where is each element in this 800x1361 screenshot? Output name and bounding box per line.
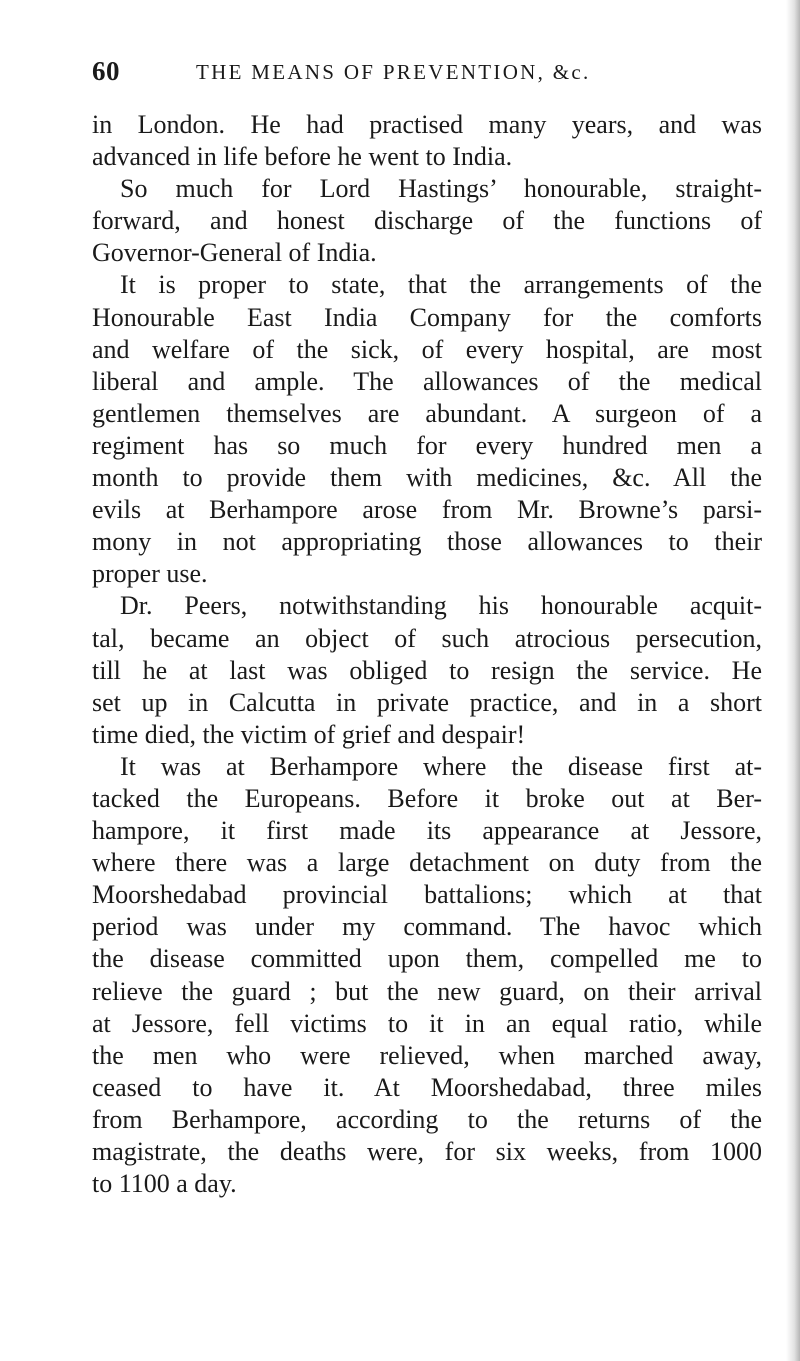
text-line: the men who were relieved, when marched away,: [92, 1040, 762, 1070]
text-line: Moorshedabad provincial battalions; which at that: [92, 880, 762, 910]
text-line: advanced in life before he went to India.: [92, 142, 513, 172]
text-line: It was at Berhampore where the disease first at-: [120, 751, 762, 781]
text-line: Honourable East India Company for the comforts: [92, 302, 762, 332]
text-line: period was under my command. The havoc which: [92, 912, 762, 942]
text-line: at Jessore, fell victims to it in an equal ratio, while: [92, 1008, 762, 1038]
text-line: forward, and honest discharge of the functions of: [92, 206, 762, 236]
text-line: to 1100 a day.: [92, 1169, 237, 1199]
text-line: proper use.: [92, 559, 208, 589]
text-line: regiment has so much for every hundred men a: [92, 430, 762, 460]
text-line: where there was a large detachment on duty from the: [92, 848, 762, 878]
text-line: gentlemen themselves are abundant. A surgeon of a: [92, 398, 762, 428]
text-line: liberal and ample. The allowances of the medical: [92, 366, 762, 396]
text-line: magistrate, the deaths were, for six weeks, from 1000: [92, 1137, 762, 1166]
text-line: in London. He had practised many years, and was: [92, 110, 762, 139]
page-edge-shadow: [786, 0, 800, 1361]
text-line: and welfare of the sick, of every hospital, are most: [92, 334, 762, 364]
text-line: Dr. Peers, notwithstanding his honourable acquit-: [120, 591, 762, 621]
running-head: THE MEANS OF PREVENTION, &c.: [196, 60, 591, 84]
text-line: So much for Lord Hastings’ honourable, straight-: [120, 174, 762, 204]
text-line: month to provide them with medicines, &c. All the: [92, 463, 762, 493]
page-header: [92, 52, 652, 92]
text-line: the disease committed upon them, compelled me to: [92, 944, 762, 974]
text-line: tal, became an object of such atrocious persecution,: [92, 623, 762, 653]
text-line: time died, the victim of grief and despair!: [92, 719, 526, 749]
text-line: till he at last was obliged to resign the service. He: [92, 655, 762, 685]
text-line: It is proper to state, that the arrangements of the: [120, 270, 762, 300]
text-line: Governor-General of India.: [92, 238, 377, 268]
text-line: ceased to have it. At Moorshedabad, three miles: [92, 1072, 762, 1102]
text-line: hampore, it first made its appearance at Jessore,: [92, 816, 762, 846]
text-line: from Berhampore, according to the returns of the: [92, 1104, 762, 1134]
page-number: 60: [92, 56, 120, 86]
text-line: tacked the Europeans. Before it broke out at Ber-: [92, 783, 762, 813]
text-line: set up in Calcutta in private practice, and in a short: [92, 687, 762, 717]
text-line: evils at Berhampore arose from Mr. Browne’s parsi-: [92, 495, 762, 525]
text-line: mony in not appropriating those allowances to their: [92, 527, 762, 557]
body-text: [92, 109, 762, 1200]
text-line: relieve the guard ; but the new guard, on their arrival: [92, 976, 762, 1006]
